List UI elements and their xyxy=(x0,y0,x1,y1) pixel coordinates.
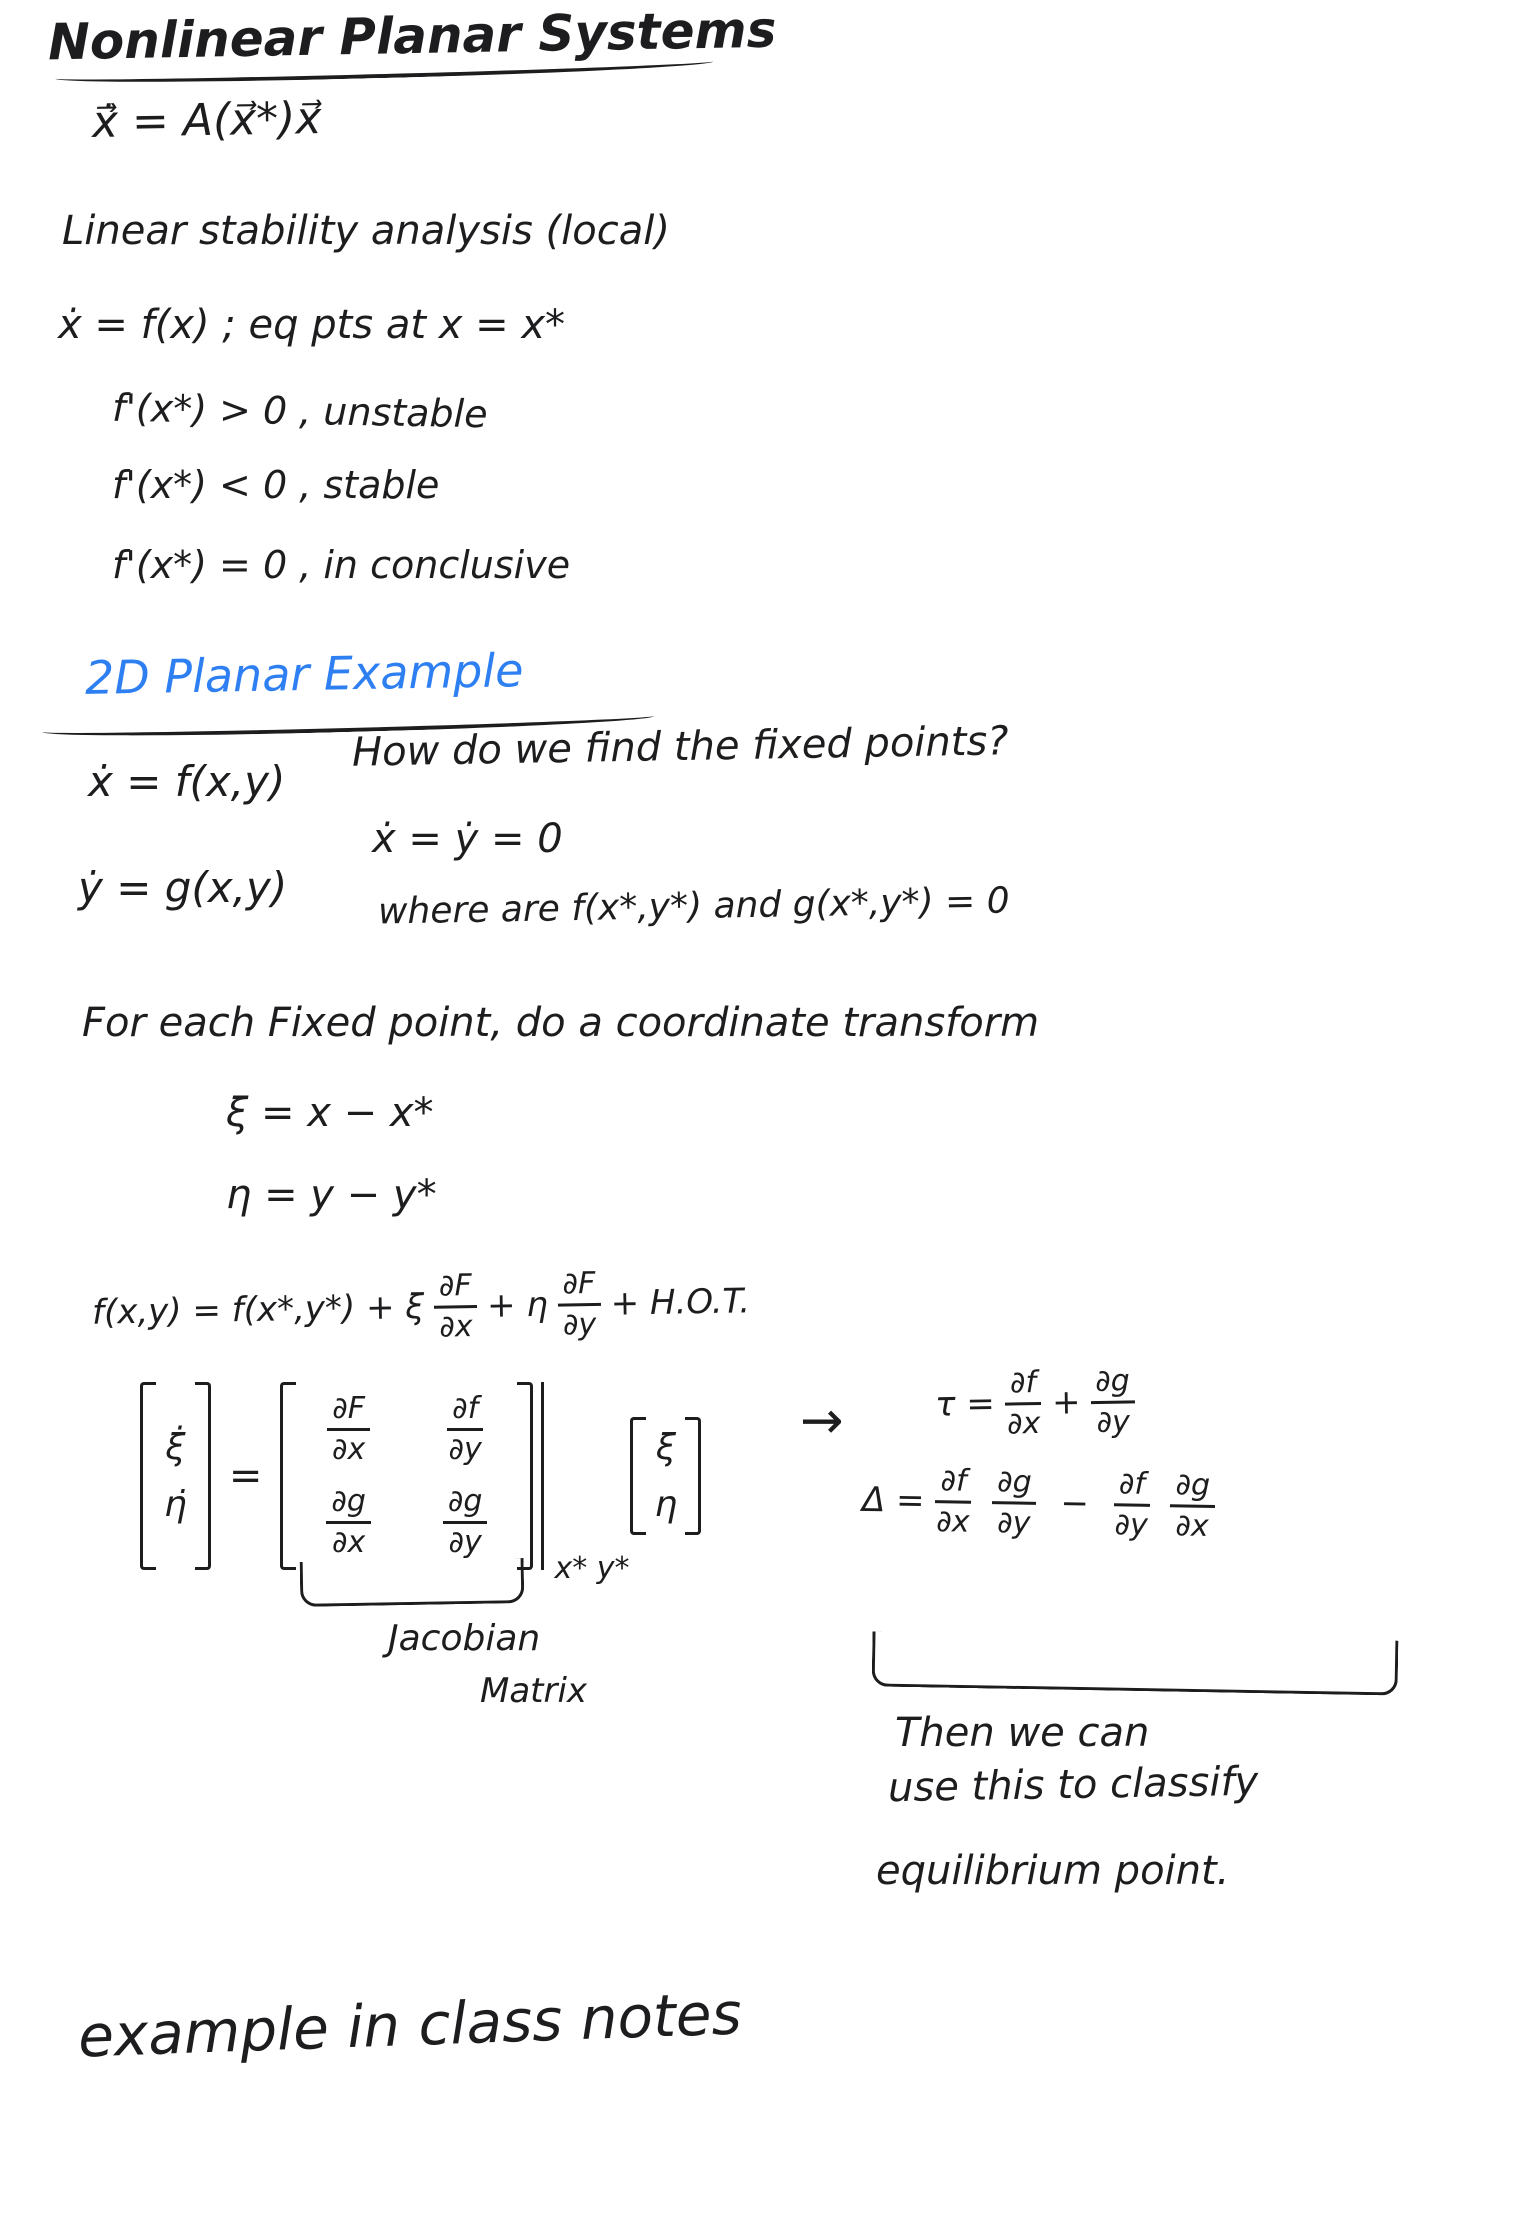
fraction-numerator: ∂g xyxy=(1090,1366,1135,1404)
fraction-denominator: ∂x xyxy=(331,1525,366,1560)
determinant-fraction-3 xyxy=(1112,1466,1151,1543)
taylor-tail: + H.O.T. xyxy=(610,1281,751,1324)
footer-note: example in class notes xyxy=(77,1979,743,2071)
jacobian-matrix xyxy=(296,1382,517,1570)
fraction-denominator: ∂x xyxy=(935,1504,970,1540)
determinant-fraction-2 xyxy=(991,1464,1037,1541)
trace-fraction-2 xyxy=(1090,1363,1136,1441)
plus-sign: + xyxy=(1051,1382,1081,1423)
trace-fraction-1 xyxy=(1004,1365,1043,1442)
fixed-points-question: How do we find the fixed points? xyxy=(351,718,1009,776)
xi-eta-vector-group xyxy=(630,1417,701,1536)
stability-analysis-line: Linear stability analysis (local) xyxy=(62,208,670,254)
fraction-denominator: ∂y xyxy=(1096,1404,1131,1441)
minus-sign: − xyxy=(1060,1483,1090,1524)
fraction-denominator: ∂x xyxy=(439,1309,473,1345)
taylor-expansion-line xyxy=(91,1266,750,1348)
fraction-numerator: ∂f xyxy=(1113,1469,1150,1507)
jacobian-entry-r1c2 xyxy=(443,1391,488,1467)
vector-entry: η̇ xyxy=(164,1484,187,1525)
fraction-numerator: ∂f xyxy=(1005,1368,1042,1406)
fraction-denominator: ∂x xyxy=(331,1432,366,1467)
fraction-numerator: ∂g xyxy=(326,1487,371,1524)
xi-eta-vector xyxy=(646,1417,685,1536)
fraction-denominator: ∂x xyxy=(1006,1405,1041,1442)
fraction-denominator: ∂y xyxy=(562,1306,597,1343)
evaluation-bar xyxy=(541,1382,630,1586)
classification-bracket-stroke xyxy=(872,1631,1399,1695)
trace-lead: τ = xyxy=(934,1383,996,1425)
case-stable: f'(x*) < 0 , stable xyxy=(112,463,440,507)
jacobian-entry-r2c2 xyxy=(443,1484,488,1560)
xdot-equation: ẋ = f(x,y) xyxy=(88,757,286,806)
partial-f-dx-fraction xyxy=(434,1268,478,1345)
fraction-numerator: ∂f xyxy=(935,1466,972,1504)
conclusion-line-1: Then we can xyxy=(895,1710,1150,1756)
determinant-equation xyxy=(861,1465,1225,1542)
maps-to-arrow: → xyxy=(800,1391,844,1451)
right-bracket xyxy=(517,1382,533,1570)
conclusion-line-3: equilibrium point. xyxy=(876,1848,1230,1894)
transform-intro-line: For each Fixed point, do a coordinate transform xyxy=(82,1000,1040,1046)
xi-eta-dot-vector xyxy=(156,1417,195,1536)
equals-sign: = xyxy=(228,1453,263,1499)
determinant-fraction-1 xyxy=(934,1463,973,1540)
ode-equation-line: ẋ = f(x) ; eq pts at x = x* xyxy=(58,302,566,348)
vector-entry: η xyxy=(654,1484,678,1525)
trace-equation xyxy=(934,1363,1145,1442)
jacobian-label-line1: Jacobian xyxy=(388,1618,541,1659)
fraction-numerator: ∂g xyxy=(443,1487,488,1524)
fraction-denominator: ∂y xyxy=(448,1432,482,1467)
eta-definition: η = y − y* xyxy=(226,1172,437,1218)
jacobian-label-line2: Matrix xyxy=(480,1671,588,1711)
vector-entry: ξ xyxy=(655,1426,676,1468)
ydot-equation: ẏ = g(x,y) xyxy=(78,863,288,912)
taylor-lead: f(x,y) = f(x*,y*) + ξ xyxy=(91,1286,425,1333)
fraction-numerator: ∂g xyxy=(1170,1470,1215,1508)
where-are-roots-line: where are f(x*,y*) and g(x*,y*) = 0 xyxy=(377,880,1010,933)
xi-definition: ξ = x − x* xyxy=(226,1090,434,1136)
right-bracket xyxy=(195,1382,211,1570)
conclusion-line-2: use this to classify xyxy=(887,1758,1259,1812)
left-bracket xyxy=(280,1382,296,1570)
taylor-mid: + η xyxy=(486,1284,549,1326)
left-bracket xyxy=(630,1417,646,1536)
fraction-numerator: ∂g xyxy=(992,1467,1037,1505)
left-bracket xyxy=(140,1382,156,1570)
page-title: Nonlinear Planar Systems xyxy=(47,0,777,72)
vector-equation: ẋ⃗ = A(x⃗*)x⃗ xyxy=(91,93,322,148)
determinant-fraction-4 xyxy=(1170,1467,1216,1544)
right-bracket xyxy=(685,1417,701,1536)
partial-f-dy-fraction xyxy=(557,1265,601,1343)
fraction-numerator: ∂F xyxy=(557,1269,600,1307)
fraction-denominator: ∂y xyxy=(448,1525,482,1560)
fraction-numerator: ∂F xyxy=(434,1271,477,1309)
fraction-numerator: ∂f xyxy=(447,1394,483,1431)
evaluation-point: x* y* xyxy=(554,1550,630,1586)
case-unstable: f'(x*) > 0 , unstable xyxy=(111,385,488,437)
case-inconclusive: f'(x*) = 0 , in conclusive xyxy=(112,543,571,587)
jacobian-entry-r2c1 xyxy=(326,1484,371,1560)
section-heading-2d-planar-example: 2D Planar Example xyxy=(84,643,524,705)
fixed-point-condition: ẋ = ẏ = 0 xyxy=(372,816,563,862)
fraction-denominator: ∂x xyxy=(1175,1508,1210,1544)
vector-entry: ξ̇ xyxy=(165,1426,186,1468)
determinant-lead: Δ = xyxy=(861,1479,925,1521)
fraction-denominator: ∂y xyxy=(1114,1507,1149,1543)
jacobian-entry-r1c1 xyxy=(326,1391,371,1467)
jacobian-matrix-equation xyxy=(140,1382,701,1586)
jacobian-underbrace-stroke xyxy=(300,1558,525,1607)
fraction-denominator: ∂y xyxy=(996,1505,1031,1541)
fraction-numerator: ∂F xyxy=(327,1394,370,1431)
